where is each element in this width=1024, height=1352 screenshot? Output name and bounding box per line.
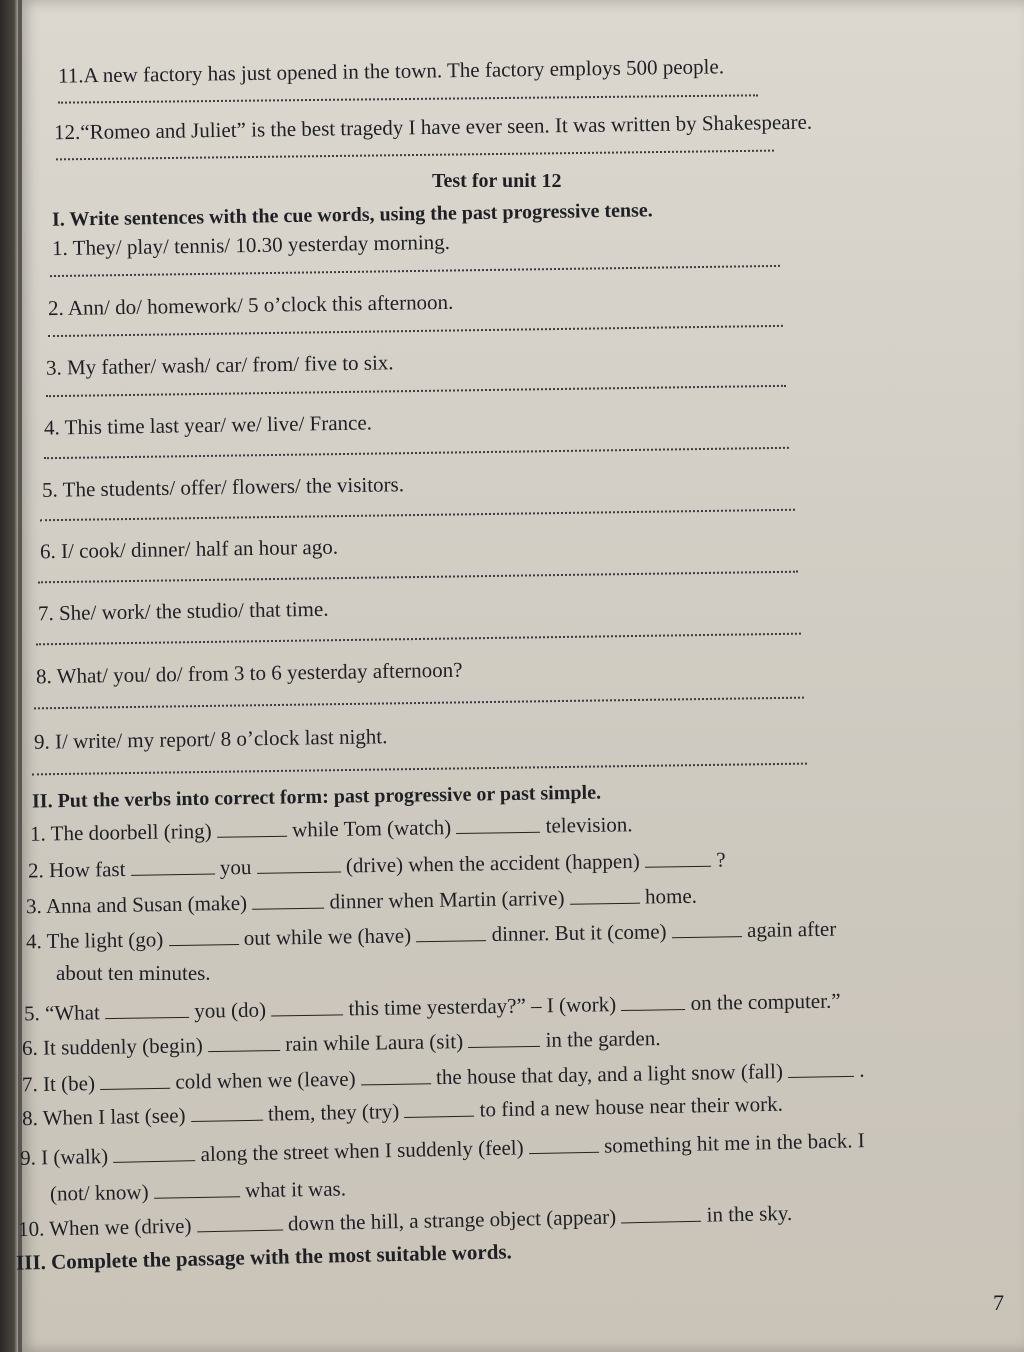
- answer-line: [58, 94, 758, 103]
- answer-line: [36, 633, 801, 646]
- fill-blank[interactable]: [529, 1134, 599, 1154]
- exercise-item: 7. She/ work/ the studio/ that time.: [37, 596, 329, 626]
- exercise-item: 5. “What you (do) this time yesterday?” – I (work) on the computer.”: [23, 988, 841, 1026]
- exercise-item: 4. The light (go) out while we (have) dinner. But it (come) again after: [25, 916, 837, 954]
- page-title: Test for unit 12: [432, 170, 562, 192]
- exercise-item: 2. How fast you (drive) when the accident (happen) ?: [27, 847, 726, 883]
- exercise-item: 10. When we (drive) down the hill, a strange object (appear) in the sky.: [17, 1200, 793, 1242]
- fill-blank[interactable]: [196, 1212, 282, 1233]
- page-number: 7: [993, 1290, 1004, 1315]
- answer-line: [46, 385, 786, 397]
- exercise-item: 3. Anna and Susan (make) dinner when Martin (arrive) home.: [25, 883, 698, 919]
- exercise-item: 2. Ann/ do/ homework/ 5 o’clock this afternoon.: [47, 289, 454, 321]
- fill-blank[interactable]: [252, 890, 324, 910]
- fill-blank[interactable]: [154, 1178, 240, 1198]
- exercise-item: 9. I (walk) along the street when I suddenly (feel) something hit me in the back. I: [19, 1128, 865, 1170]
- exercise-item: 3. My father/ wash/ car/ from/ five to six.: [45, 350, 394, 380]
- fill-blank[interactable]: [168, 926, 238, 946]
- prior-item-11: 11.A new factory has just opened in the town. The factory employs 500 people.: [57, 54, 725, 88]
- fill-blank[interactable]: [416, 922, 486, 942]
- answer-line: [32, 763, 807, 776]
- answer-line: [40, 509, 795, 522]
- fill-blank[interactable]: [271, 996, 343, 1016]
- exercise-item: 6. It suddenly (begin) rain while Laura (sit) in the garden.: [21, 1025, 661, 1061]
- exercise-item: 4. This time last year/ we/ live/ France.: [43, 410, 373, 440]
- fill-blank[interactable]: [105, 999, 189, 1019]
- fill-blank[interactable]: [113, 1142, 195, 1163]
- fill-blank[interactable]: [456, 814, 540, 834]
- answer-line: [38, 571, 798, 584]
- exercise-item: 8. When I last (see) them, they (try) to find a new house near their work.: [21, 1091, 784, 1131]
- fill-blank[interactable]: [645, 848, 711, 868]
- fill-blank[interactable]: [570, 885, 640, 905]
- fill-blank[interactable]: [217, 818, 287, 838]
- fill-blank[interactable]: [788, 1058, 854, 1078]
- prior-item-12: 12.“Romeo and Juliet” is the best tragedy I have ever seen. It was written by Shakespeare.: [53, 109, 813, 145]
- fill-blank[interactable]: [468, 1028, 540, 1048]
- exercise-item: 7. It (be) cold when we (leave) the house that day, and a light snow (fall) .: [21, 1057, 865, 1097]
- section-3-heading: III. Complete the passage with the most suitable words.: [15, 1239, 513, 1275]
- exercise-item: 1. They/ play/ tennis/ 10.30 yesterday morning.: [51, 229, 451, 261]
- fill-blank[interactable]: [621, 991, 685, 1011]
- fill-blank[interactable]: [621, 1203, 701, 1224]
- exercise-item: 5. The students/ offer/ flowers/ the visitors.: [41, 472, 405, 502]
- exercise-item-continuation: about ten minutes.: [56, 961, 211, 985]
- fill-blank[interactable]: [130, 856, 214, 876]
- exercise-item: 8. What/ you/ do/ from 3 to 6 yesterday afternoon?: [35, 657, 463, 689]
- exercise-item: 1. The doorbell (ring) while Tom (watch) television.: [29, 812, 633, 846]
- fill-blank[interactable]: [672, 918, 742, 938]
- fill-blank[interactable]: [361, 1065, 431, 1085]
- fill-blank[interactable]: [191, 1102, 263, 1122]
- exercise-item-continuation: (not/ know) what it was.: [49, 1176, 347, 1206]
- answer-line: [34, 697, 804, 710]
- answer-line: [44, 447, 789, 459]
- worksheet-page: [15, 0, 1024, 1352]
- exercise-item: 6. I/ cook/ dinner/ half an hour ago.: [39, 534, 339, 564]
- answer-line: [48, 325, 783, 337]
- section-2-heading: II. Put the verbs into correct form: past progressive or past simple.: [31, 781, 602, 813]
- answer-line: [50, 265, 780, 277]
- fill-blank[interactable]: [256, 854, 340, 874]
- fill-blank[interactable]: [100, 1070, 170, 1090]
- fill-blank[interactable]: [208, 1032, 280, 1052]
- exercise-item: 9. I/ write/ my report/ 8 o’clock last night.: [33, 724, 388, 754]
- answer-line: [56, 150, 774, 161]
- fill-blank[interactable]: [404, 1098, 474, 1118]
- section-1-heading: I. Write sentences with the cue words, using the past progressive tense.: [51, 199, 653, 231]
